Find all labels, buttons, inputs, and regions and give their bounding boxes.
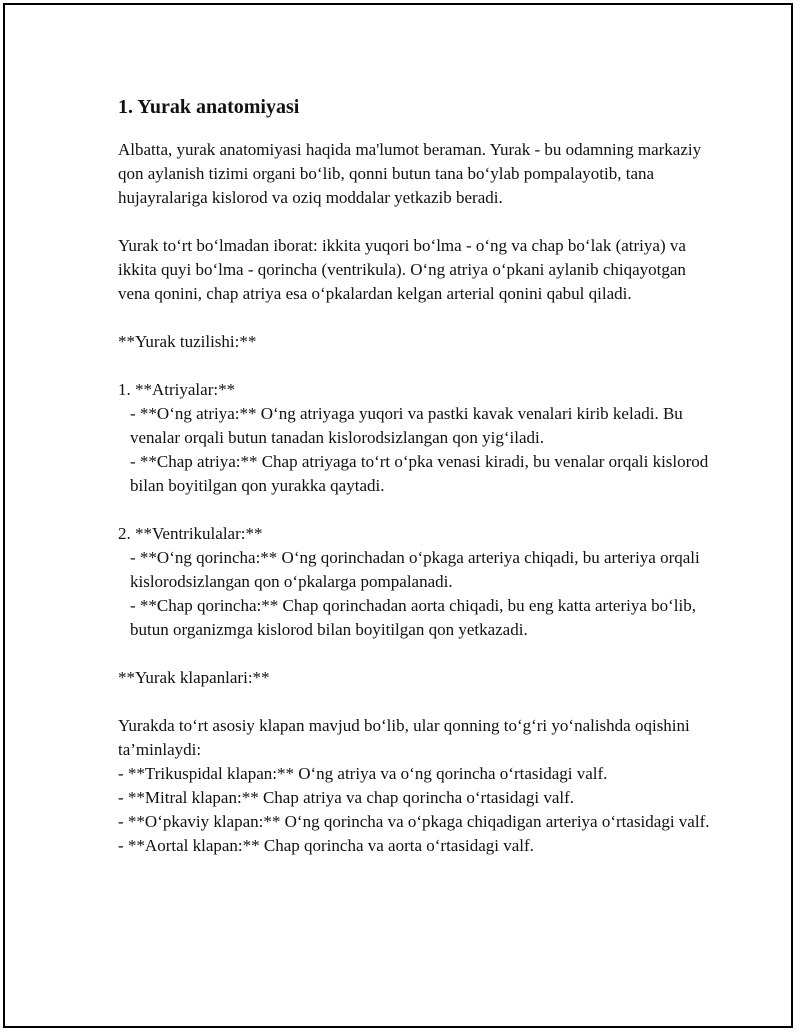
structure-heading: **Yurak tuzilishi:** [118, 332, 257, 351]
valves-intro: Yurakda to‘rt asosiy klapan mavjud bo‘lib, ular qonning to‘g‘ri yo‘nalishda oqishini ta’minlaydi: [118, 716, 695, 759]
document-body [118, 94, 718, 858]
atria-heading: 1. **Atriyalar:** [118, 380, 236, 399]
page-title: 1. Yurak anatomiyasi [118, 96, 300, 118]
valve-item: - **O‘pkaviy klapan:** O‘ng qorincha va o‘pkaga chiqadigan arteriya o‘rtasidagi valf. [118, 812, 710, 831]
intro-paragraph: Albatta, yurak anatomiyasi haqida ma'lumot beraman. Yurak - bu odamning markaziy qon aylanish tizimi organi bo‘lib, qonni butun tana bo‘ylab pompalayotib, tana hujayralariga kislorod va oziq moddalar yetkazib beradi. [118, 140, 706, 207]
right-ventricle-item: - **O‘ng qorincha:** O‘ng qorinchadan o‘pkaga arteriya chiqadi, bu arteriya orqali kislorodsizlangan qon o‘pkalarga pompalanadi. [130, 548, 705, 591]
left-ventricle-item: - **Chap qorincha:** Chap qorinchadan aorta chiqadi, bu eng katta arteriya bo‘lib, butun organizmga kislorod bilan boyitilgan qon yetkazadi. [130, 596, 701, 639]
right-atrium-item: - **O‘ng atriya:** O‘ng atriyaga yuqori va pastki kavak venalari kirib keladi. Bu venalar orqali butun tanadan kislorodsizlangan qon yig‘iladi. [130, 404, 688, 447]
left-atrium-item: - **Chap atriya:** Chap atriyaga to‘rt o‘pka venasi kiradi, bu venalar orqali kislorod bilan boyitilgan qon yurakka qaytadi. [130, 452, 713, 495]
valve-item: - **Trikuspidal klapan:** O‘ng atriya va o‘ng qorincha o‘rtasidagi valf. [118, 764, 608, 783]
valve-item: - **Mitral klapan:** Chap atriya va chap qorincha o‘rtasidagi valf. [118, 788, 575, 807]
chambers-paragraph: Yurak to‘rt bo‘lmadan iborat: ikkita yuqori bo‘lma - o‘ng va chap bo‘lak (atriya) va ikkita quyi bo‘lma - qorincha (ventrikula). O‘ng atriya o‘pkani aylanib chiqayotgan vena qonini, chap atriya esa o‘pkalardan kelgan arterial qonini qabul qiladi. [118, 236, 691, 303]
valves-heading: **Yurak klapanlari:** [118, 668, 270, 687]
ventricles-heading: 2. **Ventrikulalar:** [118, 524, 263, 543]
valve-item: - **Aortal klapan:** Chap qorincha va aorta o‘rtasidagi valf. [118, 836, 534, 855]
